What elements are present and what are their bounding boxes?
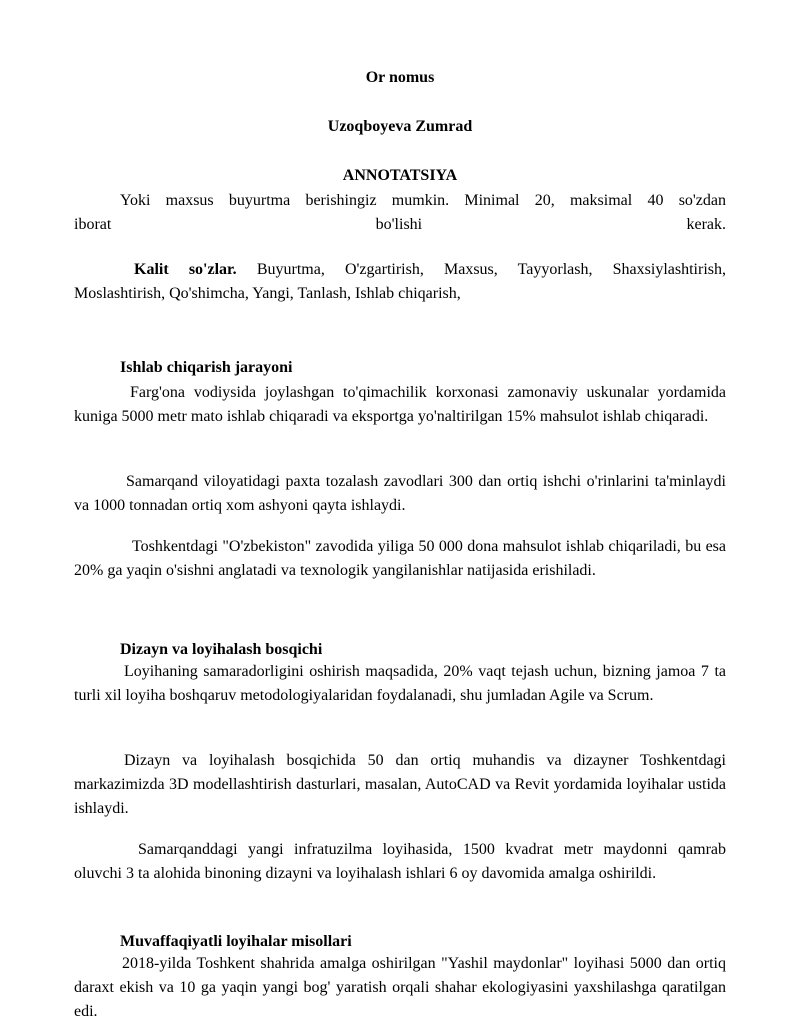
section-examples-p1 — [74, 952, 726, 1024]
paragraph: Samarqanddagi yangi infratuzilma loyihasida, 1500 kvadrat metr maydonni qamrab oluvchi 3 ta alohida binoning dizayni va loyihalash ishlari 6 oy davomida amalga oshirildi. — [74, 841, 726, 882]
section-design-p1 — [74, 660, 726, 708]
section-production-p1 — [74, 381, 726, 429]
annotation-paragraph — [74, 189, 726, 237]
annotation-line-1: Yoki maxsus buyurtma berishingiz mumkin. Minimal 20, maksimal 40 so'zdan — [120, 192, 726, 209]
document-title: Or nomus — [365, 69, 435, 86]
paragraph: Samarqand viloyatidagi paxta tozalash zavodlari 300 dan ortiq ishchi o'rinlarini ta'minlaydi va 1000 tonnadan ortiq xom ashyoni qayta ishlaydi. — [74, 473, 726, 514]
paragraph: 2018-yilda Toshkent shahrida amalga oshirilgan "Yashil maydonlar" loyihasi 5000 dan ortiq daraxt ekish va 10 ga yaqin yangi bog' yaratish orqali shahar ekologiyasini yaxshilashga qaratilgan edi. — [74, 955, 726, 1020]
keywords-paragraph — [74, 258, 726, 306]
annotation-heading: ANNOTATSIYA — [342, 167, 458, 184]
keywords-label: Kalit so'zlar. — [134, 261, 237, 278]
author-name: Uzoqboyeva Zumrad — [327, 118, 473, 135]
annotation-line-2: iborat bo'lishi kerak. — [74, 216, 726, 233]
paragraph: Toshkentdagi "O'zbekiston" zavodida yiliga 50 000 dona mahsulot ishlab chiqariladi, bu esa 20% ga yaqin o'sishni anglatadi va texnologik yangilanishlar natijasida erishiladi. — [74, 538, 726, 579]
section-design-p3 — [74, 838, 726, 886]
section-heading-production: Ishlab chiqarish jarayoni — [120, 359, 293, 376]
section-heading-examples: Muvaffaqiyatli loyihalar misollari — [120, 933, 352, 950]
section-production-p3 — [74, 535, 726, 583]
paragraph: Farg'ona vodiysida joylashgan to'qimachilik korxonasi zamonaviy uskunalar yordamida kuniga 5000 metr mato ishlab chiqaradi va eksportga yo'naltirilgan 15% mahsulot ishlab chiqaradi. — [74, 384, 726, 425]
section-production-p2 — [74, 470, 726, 518]
keywords-list-1: Buyurtma, O'zgartirish, Maxsus, Tayyorlash, Shaxsiylashtirish, — [256, 261, 726, 278]
section-heading-design: Dizayn va loyihalash bosqichi — [120, 641, 323, 658]
keywords-line-2: Moslashtirish, Qo'shimcha, Yangi, Tanlash, Ishlab chiqarish, — [74, 285, 461, 302]
paragraph: Dizayn va loyihalash bosqichida 50 dan ortiq muhandis va dizayner Toshkentdagi markazimizda 3D modellashtirish dasturlari, masalan, AutoCAD va Revit yordamida loyihalar ustida ishlaydi. — [74, 752, 726, 817]
paragraph: Loyihaning samaradorligini oshirish maqsadida, 20% vaqt tejash uchun, bizning jamoa 7 ta turli xil loyiha boshqaruv metodologiyalaridan foydalanadi, shu jumladan Agile va Scrum. — [74, 663, 726, 704]
section-design-p2 — [74, 749, 726, 821]
keywords-line-1 — [74, 258, 726, 282]
